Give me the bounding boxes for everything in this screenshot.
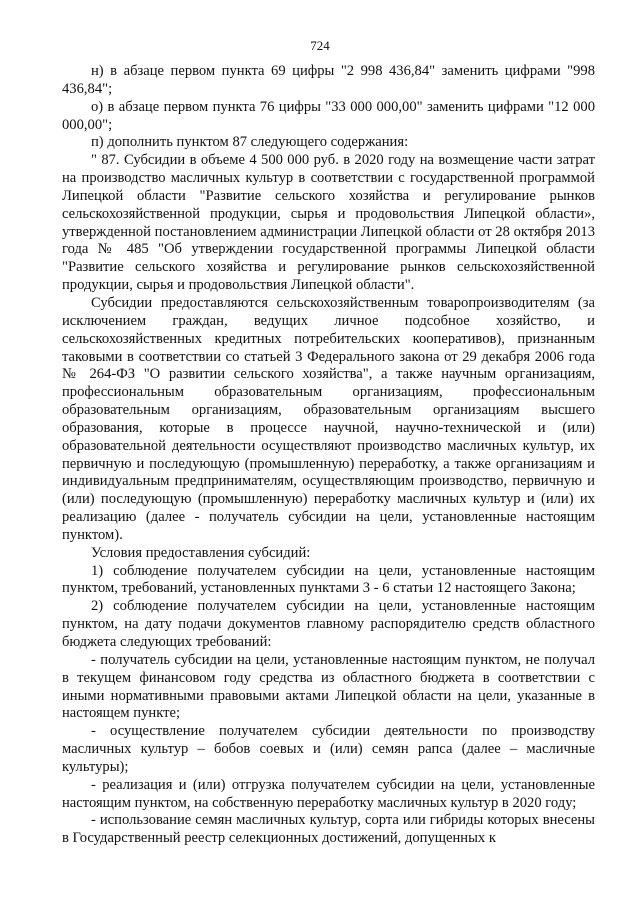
paragraph-requirement-4: - использование семян масличных культур, сорта или гибриды которых внесены в Государственный реестр селекционных достижений, допущенных к: [62, 812, 595, 847]
document-body: [62, 63, 595, 848]
paragraph-requirement-1: - получатель субсидии на цели, установленные настоящим пунктом, не получал в текущем финансовом году средства из областного бюджета в соответствии с иными нормативными правовыми актами Липецкой области на цели, указанные в настоящем пункте;: [62, 651, 595, 722]
paragraph-amend-o: о) в абзаце первом пункта 76 цифры "33 000 000,00" заменить цифрами "12 000 000,00";: [62, 98, 595, 133]
paragraph-requirement-2: - осуществление получателем субсидии деятельности по производству масличных культур – бобов соевых и (или) семян рапса (далее – масличные культуры);: [62, 723, 595, 775]
paragraph-requirement-3: - реализация и (или) отгрузка получателем субсидии на цели, установленные настоящим пунктом, на собственную переработку масличных культур в 2020 году;: [62, 776, 595, 811]
paragraph-item-87: " 87. Субсидии в объеме 4 500 000 руб. в 2020 году на возмещение части затрат на производство масличных культур в соответствии с государственной программой Липецкой области "Развитие сельского хозяйства и регулирование рынков сельскохозяйственной продукции, сырья и продовольствия Липецкой области», утвержденной постановлением администрации Липецкой области от 28 октября 2013 года № 485 "Об утверждении государственной программы Липецкой области "Развитие сельского хозяйства и регулирование рынков сельскохозяйственной продукции, сырья и продовольствия Липецкой области".: [62, 152, 595, 294]
paragraph-condition-1: 1) соблюдение получателем субсидии на цели, установленные настоящим пунктом, требований, установленных пунктами 3 - 6 статьи 12 настоящего Закона;: [62, 562, 595, 597]
paragraph-conditions-heading: Условия предоставления субсидий:: [91, 544, 311, 561]
paragraph-amend-n: н) в абзаце первом пункта 69 цифры "2 998 436,84" заменить цифрами "998 436,84";: [62, 63, 595, 97]
page-number: 724: [310, 38, 330, 53]
paragraph-amend-p: п) дополнить пунктом 87 следующего содержания:: [91, 134, 409, 151]
paragraph-condition-2: 2) соблюдение получателем субсидии на цели, установленные настоящим пунктом, на дату подачи документов главному распорядителю средств областного бюджета следующих требований:: [62, 598, 595, 650]
paragraph-recipients: Субсидии предоставляются сельскохозяйственным товаропроизводителям (за исключением граждан, ведущих личное подсобное хозяйство, и сельскохозяйственных кредитных потребительских кооперативов), признанным таковыми в соответствии со статьей 3 Федерального закона от 29 декабря 2006 года № 264-ФЗ "О развитии сельского хозяйства", а также научным организациям, профессиональным образовательным организациям, профессиональным образовательным организациям, образовательным организациям высшего образования, которые в процессе научной, научно-технической и (или) образовательной деятельности осуществляют производство масличных культур, их первичную и последующую (промышленную) переработку, а также организациям и индивидуальным предпринимателям, осуществляющим производство, первичную и (или) последующую (промышленную) переработку масличных культур и (или) их реализацию (далее - получатель субсидии на цели, установленные настоящим пунктом).: [62, 294, 595, 543]
